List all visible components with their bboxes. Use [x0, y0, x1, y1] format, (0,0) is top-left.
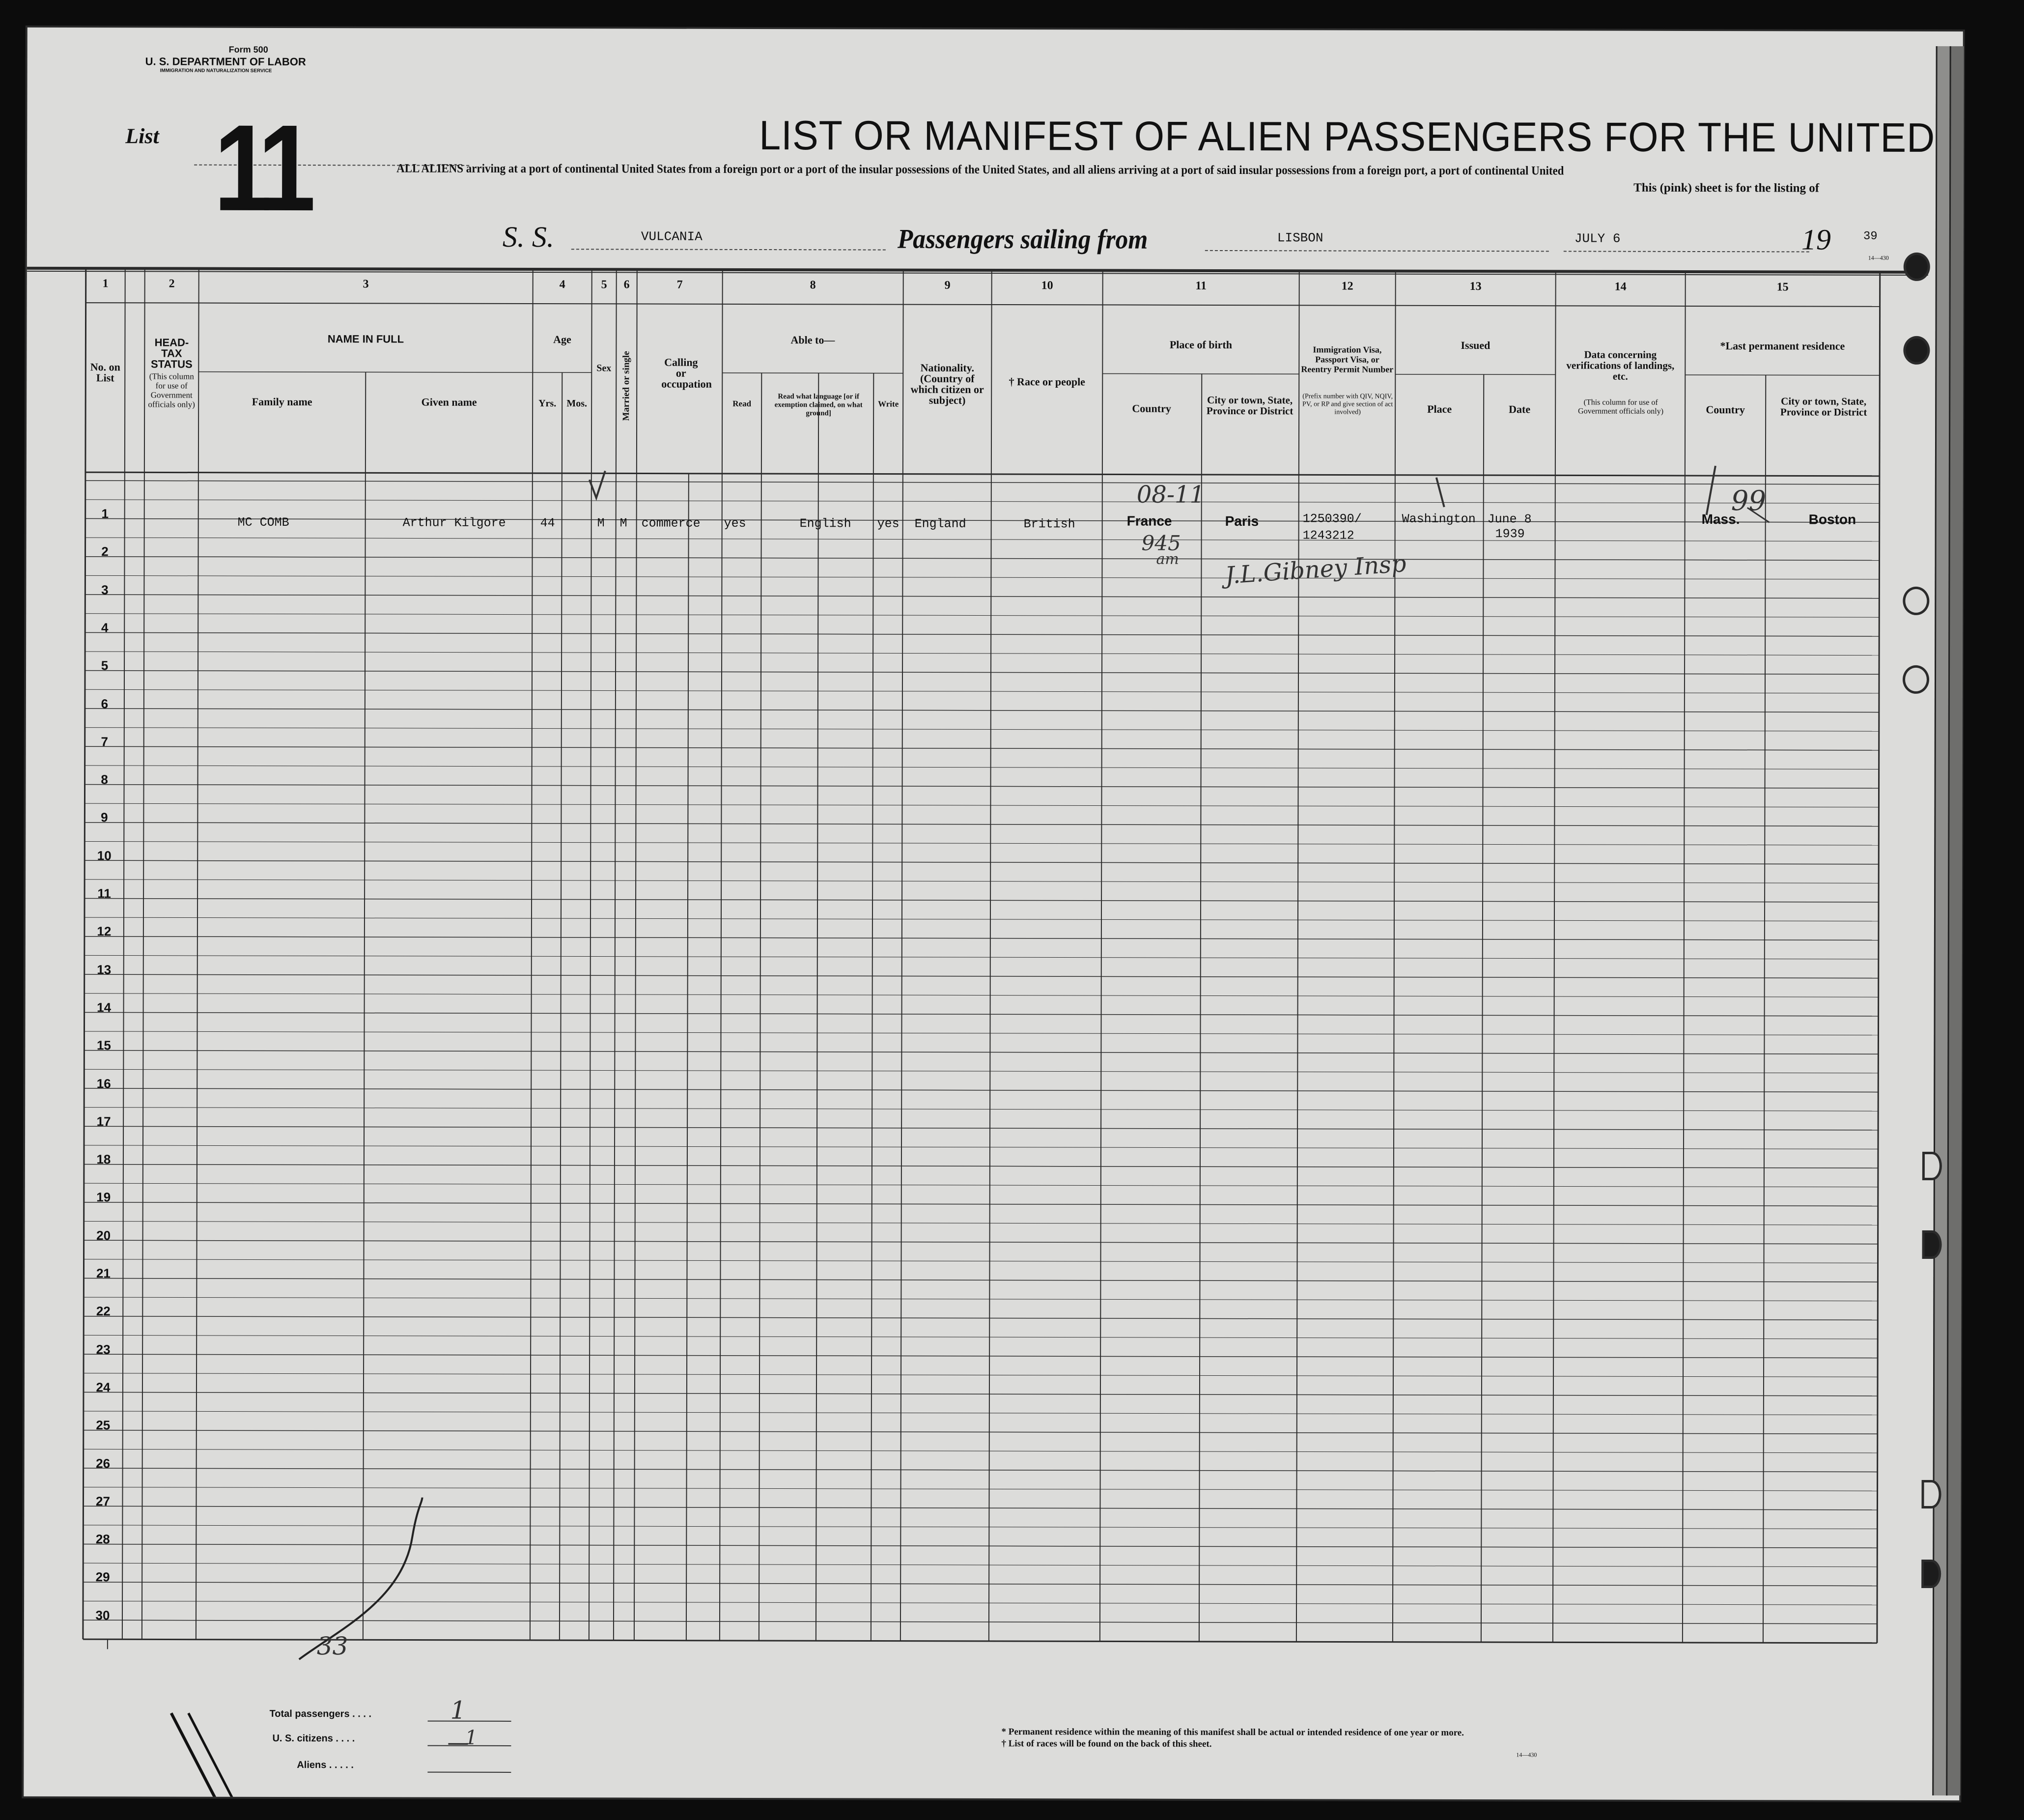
row-rule: [85, 671, 1879, 675]
header-race: † Race or people: [1009, 375, 1085, 388]
row-rule: [83, 1544, 1877, 1548]
row-rule: [84, 860, 1879, 864]
passenger-birth-city: Paris: [1225, 513, 1259, 529]
passenger-language: English: [799, 516, 851, 531]
aliens-label: Aliens . . . . .: [297, 1760, 354, 1771]
row-rule: [85, 785, 1879, 789]
row-rule: [84, 898, 1879, 902]
header-visa: Immigration Visa, Passport Visa, or Reentry Permit Number: [1301, 344, 1394, 374]
handwritten-total: 1: [450, 1696, 466, 1725]
column-rule: [1877, 272, 1880, 1643]
passenger-issued-date: June 8: [1487, 512, 1532, 527]
header-head-tax: HEAD-TAX STATUS: [150, 336, 193, 370]
passenger-age: 44: [540, 516, 555, 531]
header-given-name: Given name: [421, 396, 477, 408]
row-number: 19: [96, 1190, 111, 1205]
passenger-issued-year: 1939: [1495, 527, 1525, 541]
handwritten-time-1: 08-11: [1136, 481, 1205, 509]
passenger-occupation: commerce: [641, 516, 701, 531]
column-rule: [589, 269, 592, 1640]
year-prefix: 19: [1801, 223, 1831, 256]
passenger-res-country: Mass.: [1701, 512, 1740, 527]
total-line: [427, 1772, 511, 1773]
column-rule: [122, 268, 125, 1639]
column-rule: [1393, 271, 1396, 1642]
handwritten-aliens: 1: [465, 1726, 478, 1749]
handwritten-time-2: 945: [1141, 531, 1181, 555]
passenger-read: yes: [724, 516, 746, 531]
passenger-race: British: [1023, 517, 1075, 532]
half-row-rule: [84, 1069, 1878, 1073]
header-head-tax-note: (This column for use of Government officials only): [148, 371, 195, 409]
half-row-rule: [84, 1221, 1878, 1225]
row-rule: [84, 1392, 1878, 1396]
total-line: [428, 1721, 511, 1722]
row-rule: [85, 518, 1880, 522]
header-data-note: (This column for use of Government officials only): [1578, 398, 1664, 416]
row-number: 18: [96, 1152, 111, 1167]
header-calling: Calling or occupation: [661, 356, 712, 390]
row-number: 5: [101, 658, 109, 673]
header-mos: Mos.: [566, 398, 588, 409]
header-place-of-birth: Place of birth: [1169, 338, 1233, 351]
half-row-rule: [84, 1297, 1878, 1301]
half-row-rule: [85, 728, 1879, 732]
row-rule: [84, 1165, 1878, 1168]
handwritten-time-3: am: [1156, 550, 1179, 568]
passenger-family-name: MC COMB: [237, 515, 289, 530]
ss-label: S. S.: [502, 220, 554, 254]
row-number: 22: [96, 1304, 111, 1319]
binder-hole: [1921, 1480, 1941, 1508]
passenger-marital: M: [619, 516, 627, 531]
list-number: 11: [213, 99, 308, 237]
column-rule: [989, 270, 992, 1641]
row-number: 25: [96, 1418, 111, 1433]
row-number: 4: [101, 620, 109, 635]
header-family-name: Family name: [252, 395, 312, 408]
row-rule: [84, 974, 1879, 978]
half-row-rule: [84, 1487, 1878, 1491]
list-label: List: [125, 124, 159, 148]
passenger-sex: M: [597, 516, 605, 531]
header-able-to: Able to—: [790, 334, 835, 346]
passenger-nationality: England: [914, 516, 966, 531]
column-number: 9: [944, 279, 951, 292]
half-row-rule: [84, 803, 1879, 807]
row-rule: [83, 1582, 1877, 1586]
column-rule: [720, 270, 723, 1641]
column-number: 3: [363, 278, 369, 291]
row-number: 13: [97, 962, 112, 977]
row-number: 2: [101, 544, 109, 559]
row-number: 11: [97, 886, 111, 901]
binder-hole: [1903, 665, 1929, 694]
half-row-rule: [84, 1411, 1878, 1415]
half-row-rule: [84, 1449, 1878, 1453]
column-number: 15: [1776, 281, 1789, 294]
row-rule: [84, 1088, 1878, 1092]
header-issued-place: Place: [1427, 402, 1452, 415]
row-number: 20: [96, 1227, 111, 1243]
half-row-rule: [84, 955, 1879, 959]
row-number: 9: [101, 810, 108, 825]
row-number: 23: [96, 1341, 111, 1357]
header-read-what: Read what language [or if exemption claimed, on what ground]: [774, 393, 863, 418]
header-yrs: Yrs.: [538, 398, 557, 409]
header-age: Age: [553, 333, 571, 346]
row-rule: [84, 1468, 1878, 1472]
column-rule: [530, 269, 533, 1640]
header-name-in-full: NAME IN FULL: [327, 333, 404, 345]
row-rule: [84, 1354, 1878, 1358]
row-rule: [85, 557, 1880, 561]
row-number: 27: [95, 1493, 110, 1509]
binder-hole: [1921, 1560, 1941, 1588]
row-number: 28: [95, 1532, 110, 1547]
service-name: IMMIGRATION AND NATURALIZATION SERVICE: [160, 68, 272, 74]
column-number: 12: [1341, 280, 1353, 293]
half-row-rule: [83, 1563, 1877, 1567]
row-rule: [84, 937, 1879, 940]
header-last-residence: *Last permanent residence: [1720, 340, 1845, 352]
half-row-rule: [85, 689, 1879, 693]
row-number: 10: [97, 848, 112, 863]
row-number: 15: [96, 1038, 111, 1053]
header-birth-city: City or town, State, Province or District: [1206, 394, 1293, 417]
column-rule: [900, 270, 903, 1641]
half-row-rule: [85, 575, 1879, 579]
binder-hole: [1904, 253, 1930, 281]
column-rule: [614, 269, 617, 1640]
table-bottom-rule: [83, 1639, 1877, 1643]
passenger-visa-2: 1243212: [1302, 528, 1354, 543]
row-number: 30: [95, 1607, 110, 1622]
half-row-rule: [84, 1183, 1878, 1187]
row-rule: [84, 1051, 1878, 1054]
column-number: 5: [601, 278, 607, 291]
half-row-rule: [84, 917, 1879, 921]
subheader-rule: [1395, 374, 1555, 375]
column-rule: [142, 268, 145, 1639]
row-number: 8: [101, 772, 108, 787]
column-rule: [196, 269, 199, 1640]
header-res-city: City or town, State, Province or District: [1780, 395, 1867, 418]
column-number: 1: [102, 277, 109, 290]
row-number: 16: [96, 1076, 111, 1091]
row-rule: [85, 632, 1879, 636]
row-rule: [84, 823, 1879, 826]
column-number: 2: [169, 277, 175, 290]
row-number: 14: [97, 1000, 112, 1015]
row-rule: [84, 1126, 1878, 1130]
subtitle-line-1: ALL ALIENS arriving at a port of continental United States from a foreign port or a port of the insular possessions of the United States, and all aliens arriving at a port of said insular possessions from a foreign port, a port of continental United: [396, 162, 1564, 178]
diagonal-pencil-mark: [188, 1713, 253, 1801]
ship-name: VULCANIA: [641, 229, 703, 244]
header-no-on-list: No. on List: [90, 361, 120, 384]
passenger-write: yes: [877, 516, 900, 531]
year-suffix: 39: [1863, 229, 1878, 243]
half-row-rule: [84, 841, 1879, 845]
binder-hole: [1922, 1152, 1942, 1180]
departure-port: LISBON: [1277, 230, 1323, 246]
inspector-signature: J.L.Gibney Insp: [1224, 549, 1407, 590]
half-row-rule: [85, 500, 1880, 504]
row-rule: [84, 1316, 1878, 1320]
column-rule: [1553, 271, 1556, 1642]
passenger-birth-country: France: [1126, 513, 1172, 529]
handwritten-99: 99: [1731, 485, 1767, 517]
binder-hole: [1903, 587, 1929, 615]
header-issued-date: Date: [1509, 403, 1531, 416]
binder-hole: [1903, 336, 1930, 365]
row-number: 29: [95, 1569, 110, 1585]
row-number: 7: [101, 734, 108, 749]
manifest-sheet: [24, 28, 1963, 1800]
half-row-rule: [84, 1373, 1878, 1377]
corner-code: 14—430: [1868, 254, 1889, 261]
row-number: 1: [101, 506, 109, 521]
column-number: 10: [1041, 279, 1053, 292]
us-citizens-label: U. S. citizens . . . .: [272, 1733, 355, 1744]
half-row-rule: [84, 994, 1879, 997]
passenger-given-name: Arthur Kilgore: [402, 515, 506, 530]
manifest-title: LIST OR MANIFEST OF ALIEN PASSENGERS FOR THE UNITED: [759, 112, 1936, 161]
row-number: 24: [96, 1380, 111, 1395]
subtitle-line-2: This (pink) sheet is for the listing of: [1633, 181, 1820, 195]
row-rule: [84, 1430, 1878, 1434]
total-passengers-label: Total passengers . . . .: [269, 1708, 372, 1720]
footnote-races: † List of races will be found on the back of this sheet.: [1001, 1738, 1212, 1749]
row-rule: [85, 746, 1879, 750]
half-row-rule: [84, 1031, 1878, 1035]
column-number: 4: [559, 278, 565, 291]
row-rule: [84, 1278, 1878, 1282]
half-row-rule: [83, 1601, 1877, 1605]
header-bottom-rule: [85, 472, 1880, 476]
column-rule: [1296, 271, 1299, 1642]
row-number: 6: [101, 696, 109, 711]
row-number: 21: [96, 1266, 111, 1281]
department-name: U. S. DEPARTMENT OF LABOR: [145, 55, 306, 68]
header-visa-note: (Prefix number with QIV, NQIV, PV, or RP and give section of act involved): [1302, 393, 1393, 416]
form-number: Form 500: [228, 44, 268, 55]
header-write: Write: [878, 399, 899, 409]
row-rule: [84, 1240, 1878, 1244]
check-mark: [1707, 466, 1715, 515]
row-rule: [83, 1506, 1877, 1510]
row-number: 26: [96, 1455, 111, 1471]
half-row-rule: [85, 614, 1879, 618]
header-read: Read: [732, 398, 752, 408]
header-sex: Sex: [596, 363, 612, 374]
half-row-rule: [85, 766, 1879, 769]
row-rule: [85, 595, 1879, 598]
passenger-res-city: Boston: [1808, 512, 1856, 527]
half-row-rule: [84, 1335, 1878, 1339]
column-rule: [83, 268, 86, 1639]
column-number: 13: [1469, 280, 1482, 293]
total-line: [427, 1745, 511, 1746]
column-number: 8: [810, 279, 816, 292]
column-number: 6: [623, 278, 630, 291]
column-number-rule: [86, 303, 1880, 307]
column-rule: [634, 269, 637, 1640]
header-birth-country: Country: [1132, 402, 1171, 415]
column-rule: [1100, 270, 1103, 1641]
row-number: 17: [96, 1113, 111, 1129]
passenger-issued-place: Washington: [1402, 512, 1476, 527]
half-row-rule: [85, 652, 1879, 655]
header-issued: Issued: [1461, 339, 1490, 352]
departure-date: JULY 6: [1574, 231, 1621, 246]
footnote-residence: * Permanent residence within the meaning of this manifest shall be actual or intended residence of one year or more.: [1001, 1727, 1464, 1738]
column-rule: [1683, 272, 1686, 1643]
half-row-rule: [84, 1145, 1878, 1149]
half-row-rule: [84, 1108, 1878, 1111]
header-nationality: Nationality. (Country of which citizen or subject): [910, 361, 984, 406]
footnote-code: 14—430: [1516, 1751, 1537, 1759]
binder-hole: [1922, 1230, 1942, 1259]
half-row-rule: [84, 880, 1879, 883]
handwritten-33: 33: [316, 1632, 348, 1661]
header-data-concerning: Data concerning verifications of landings, etc.: [1566, 348, 1675, 382]
header-res-country: Country: [1706, 403, 1745, 416]
row-rule: [85, 709, 1879, 712]
row-number: 12: [97, 924, 112, 939]
column-number: 14: [1614, 280, 1627, 293]
subheader-rule: [1102, 373, 1299, 374]
row-rule: [84, 1202, 1878, 1206]
header-married: Married or single: [621, 351, 632, 421]
half-row-rule: [85, 538, 1880, 541]
sailing-label: Passengers sailing from: [897, 224, 1148, 255]
column-rule: [686, 474, 689, 1641]
passenger-visa-1: 1250390/: [1302, 512, 1362, 526]
column-number: 7: [676, 278, 683, 291]
total-line: [448, 1743, 468, 1745]
column-number: 11: [1195, 279, 1207, 292]
half-row-rule: [83, 1525, 1877, 1529]
half-row-rule: [84, 1259, 1878, 1263]
row-rule: [85, 481, 1880, 484]
row-rule: [84, 1012, 1879, 1016]
row-number: 3: [101, 582, 109, 597]
